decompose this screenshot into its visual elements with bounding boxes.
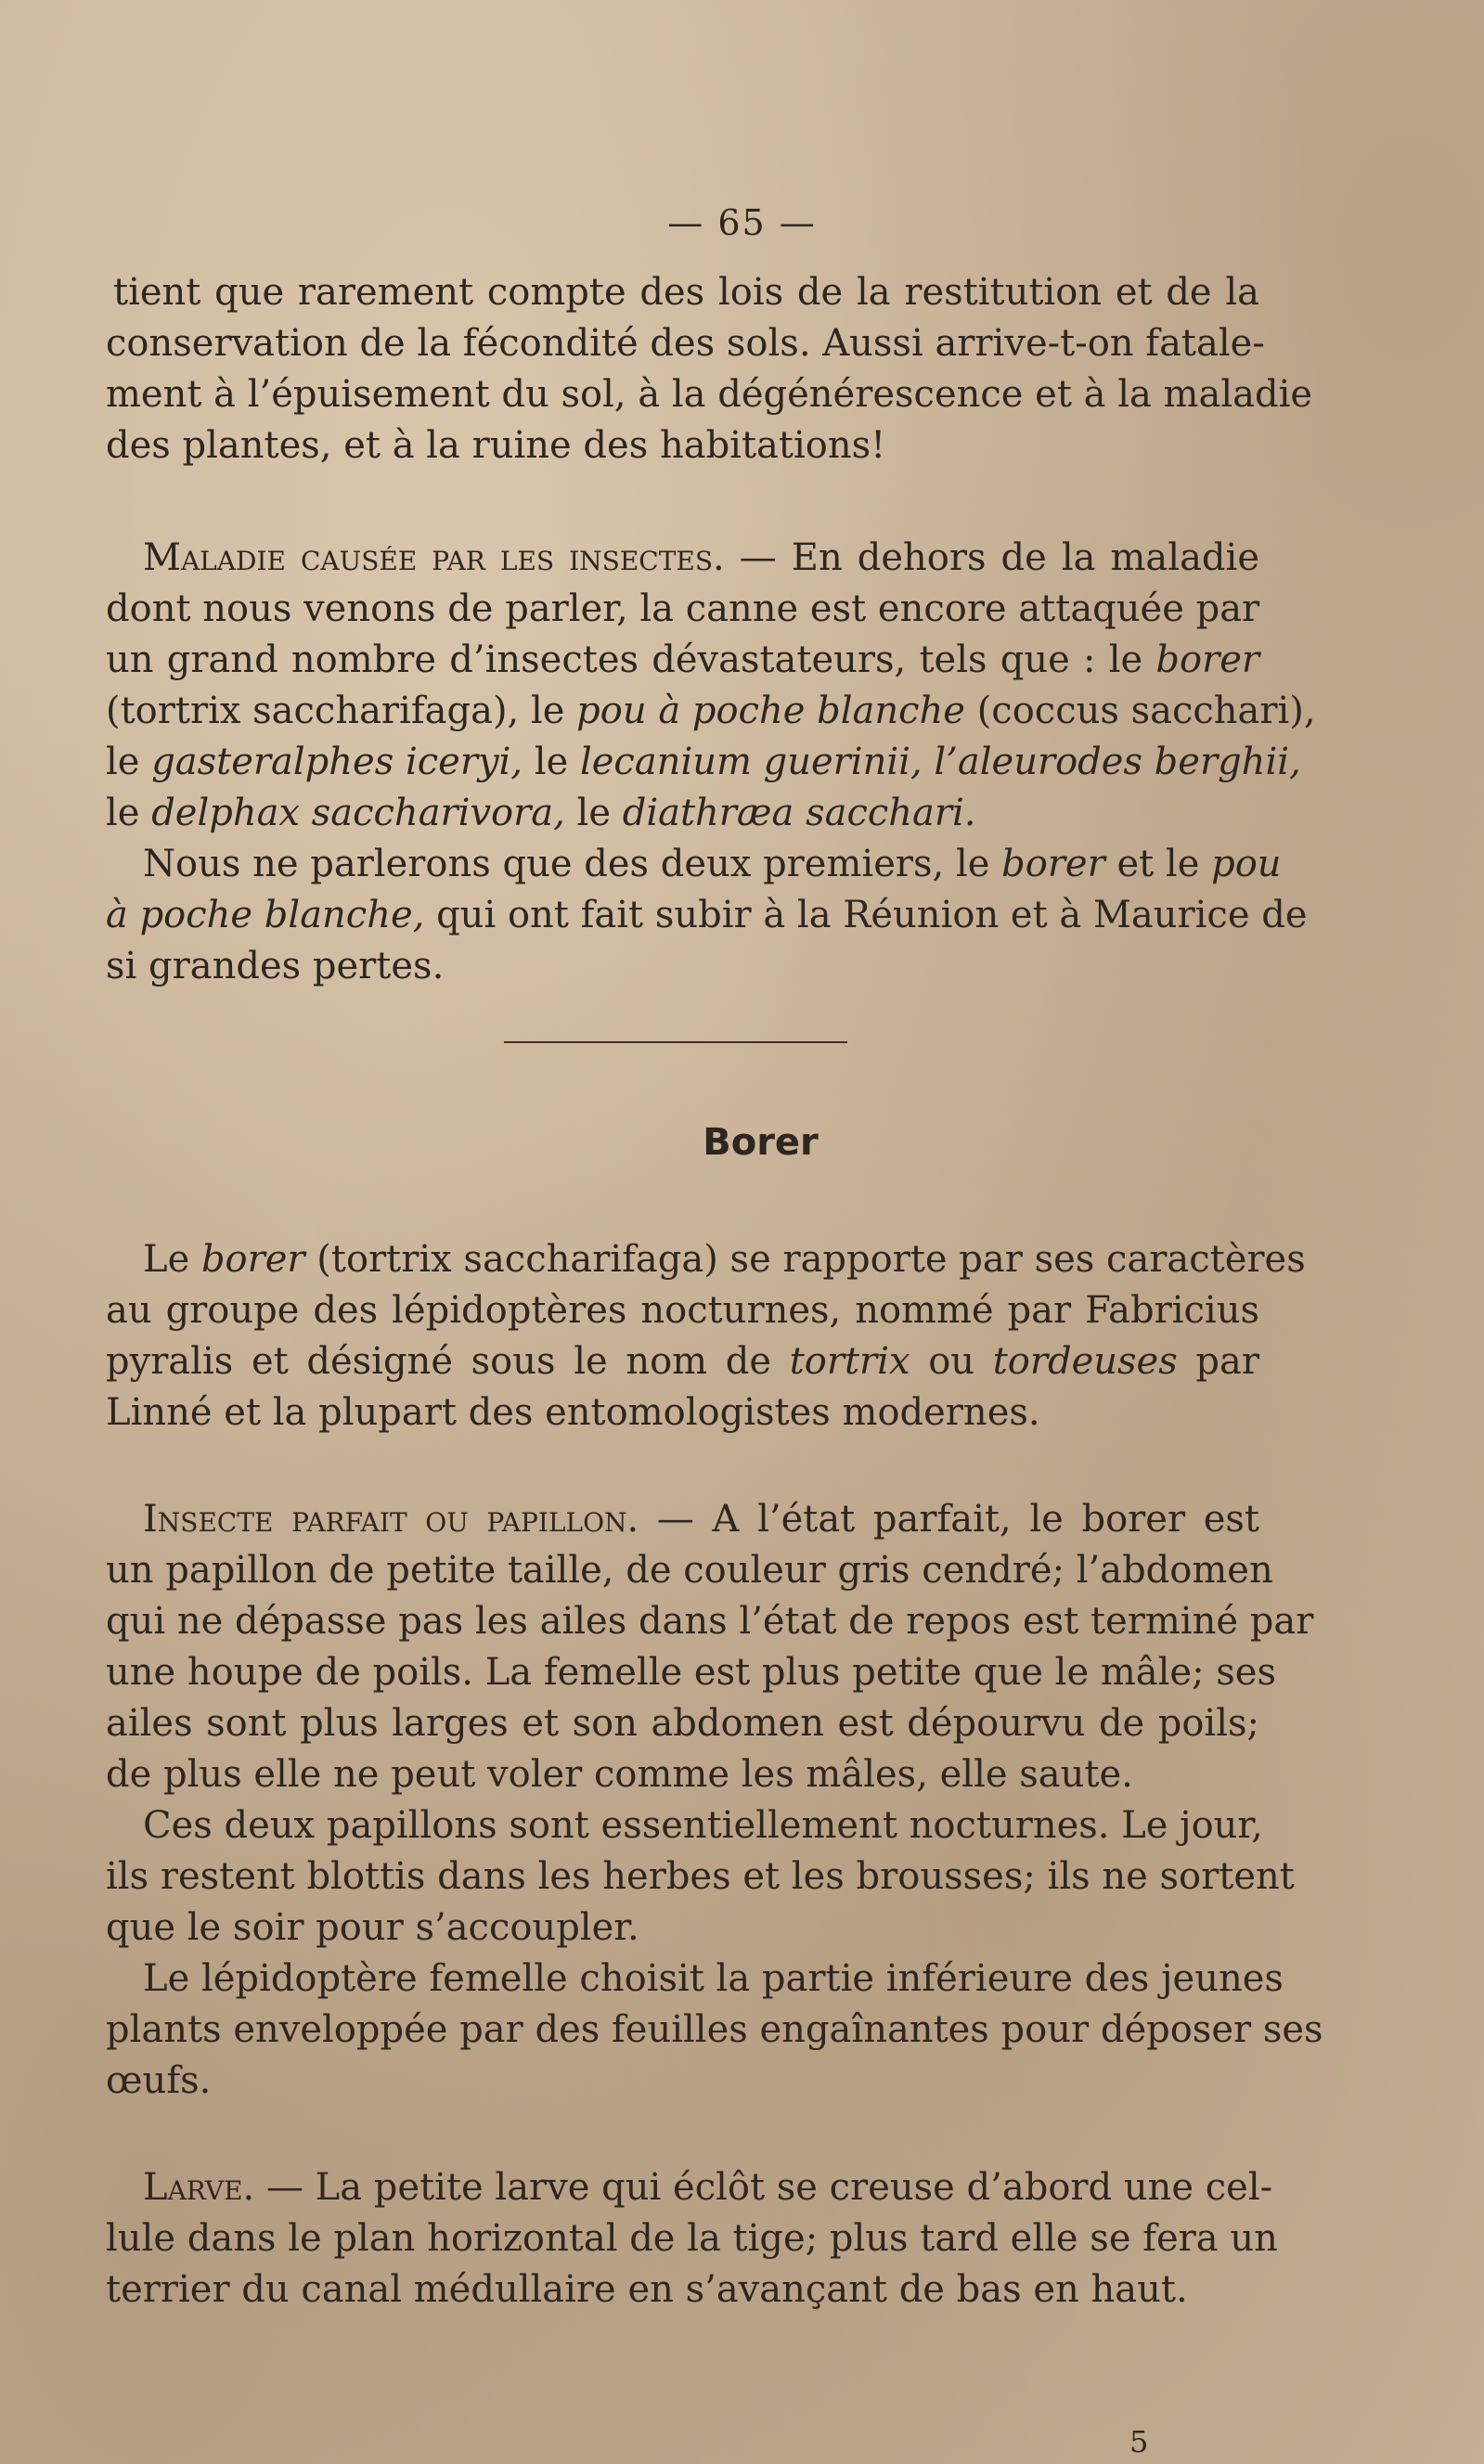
paragraph-soil-exhaustion: [106, 267, 1313, 471]
text-line: ils restent blottis dans les herbes et les brousses; ils ne sortent: [106, 1855, 1295, 1898]
text-line: si grandes pertes.: [106, 945, 445, 987]
text-line: un papillon de petite taille, de couleur gris cendré; l’abdomen: [106, 1549, 1273, 1592]
species-name: borer: [1001, 843, 1105, 885]
text-line: au groupe des lépidoptères nocturnes, nommé par Fabricius: [106, 1289, 1259, 1332]
species-name: à poche blanche,: [106, 894, 425, 936]
species-name: pou: [1211, 843, 1282, 885]
text-line: une houpe de poils. La femelle est plus petite que le mâle; ses: [106, 1651, 1276, 1694]
text-line: dont nous venons de parler, la canne est encore attaquée par: [106, 587, 1260, 630]
text-line: que le soir pour s’accoupler.: [106, 1906, 639, 1949]
paragraph-adult-insect: Insecte parfait ou papillon. — A l’état parfait, le borer est un papillon de petite taille, de couleur gris cendré; l’abdomen qui ne dépasse pas les ailes dans l’état de repos est terminé par une houpe de poils. La femelle est plus petite que le mâle; ses ailes sont plus larges et son abdomen est dépourvu de poils; de plus elle ne peut voler comme les mâles, elle saute.: [106, 1494, 1259, 1800]
text-line: ailes sont plus larges et son abdomen est dépourvu de poils;: [106, 1702, 1259, 1745]
species-name: tortrix: [789, 1340, 910, 1383]
text-line: lule dans le plan horizontal de la tige; plus tard elle se fera un: [106, 2217, 1278, 2260]
run-in-heading: Maladie causée par les insectes.: [143, 536, 725, 579]
paragraph-borer-description: Le borer (tortrix saccharifaga) se rapporte par ses caractères au groupe des lépidoptères nocturnes, nommé par Fabricius pyralis et désigné sous le nom de tortrix ou tordeuses par Linné et la plupart des entomologistes modernes.: [106, 1234, 1259, 1438]
text-line: qui ne dépasse pas les ailes dans l’état de repos est terminé par: [106, 1600, 1314, 1643]
text-line: ment à l’épuisement du sol, à la dégénérescence et à la maladie: [106, 373, 1313, 416]
section-title: Borer: [703, 1121, 819, 1164]
run-in-heading: Insecte parfait ou papillon.: [143, 1498, 639, 1541]
text-line: Le lépidoptère femelle choisit la partie inférieure des jeunes: [143, 1957, 1284, 2000]
text-line: plants enveloppée par des feuilles engaînantes pour déposer ses: [106, 2008, 1323, 2051]
paragraph-nocturnal: [106, 1800, 1295, 1954]
text-line: de plus elle ne peut voler comme les mâles, elle saute.: [106, 1753, 1133, 1796]
text-line: œufs.: [106, 2059, 212, 2102]
text-line: Linné et la plupart des entomologistes modernes.: [106, 1391, 1040, 1434]
text-line: des plantes, et à la ruine des habitations!: [106, 424, 886, 467]
text-line: Ces deux papillons sont essentiellement nocturnes. Le jour,: [143, 1804, 1263, 1847]
species-name: gasteralphes iceryi,: [151, 741, 523, 783]
text-line: terrier du canal médullaire en s’avançant de bas en haut.: [106, 2268, 1188, 2311]
species-name: pou à poche blanche: [576, 690, 965, 732]
paragraph-two-first: Nous ne parlerons que des deux premiers, le borer et le pou à poche blanche, qui ont fait subir à la Réunion et à Maurice de si grandes pertes.: [106, 839, 1259, 992]
page-number: — 65 —: [667, 202, 817, 243]
species-name: diathræa sacchari.: [622, 792, 976, 834]
paragraph-larva: Larve. — La petite larve qui éclôt se creuse d’abord une cel- lule dans le plan horizontal de la tige; plus tard elle se fera un terrier du canal médullaire en s’avançant de bas en haut.: [106, 2162, 1259, 2316]
section-divider: [504, 1041, 847, 1043]
paragraph-insect-disease: Maladie causée par les insectes. — En dehors de la maladie dont nous venons de parler, la canne est encore attaquée par un grand nombre d’insectes dévastateurs, tels que : le borer (tortrix saccharifaga), le pou à poche blanche (coccus sacchari), le gasteralphes iceryi, le lecanium guerinii, l’aleurodes berghii, le delphax saccharivora, le diathræa sacchari.: [106, 536, 1316, 834]
signature-mark: 5: [1129, 2424, 1149, 2459]
species-name: lecanium guerinii, l’aleurodes berghii,: [579, 741, 1301, 783]
species-name: borer: [1155, 639, 1259, 681]
text-line: tient que rarement compte des lois de la restitution et de la: [113, 271, 1259, 314]
species-name: borer: [200, 1238, 305, 1281]
paragraph-egg-laying: [106, 1954, 1323, 2107]
run-in-heading: Larve.: [143, 2166, 255, 2209]
text-line: conservation de la fécondité des sols. Aussi arrive-t-on fatale-: [106, 322, 1265, 365]
species-name: delphax saccharivora,: [151, 792, 565, 834]
species-name: tordeuses: [992, 1340, 1178, 1383]
